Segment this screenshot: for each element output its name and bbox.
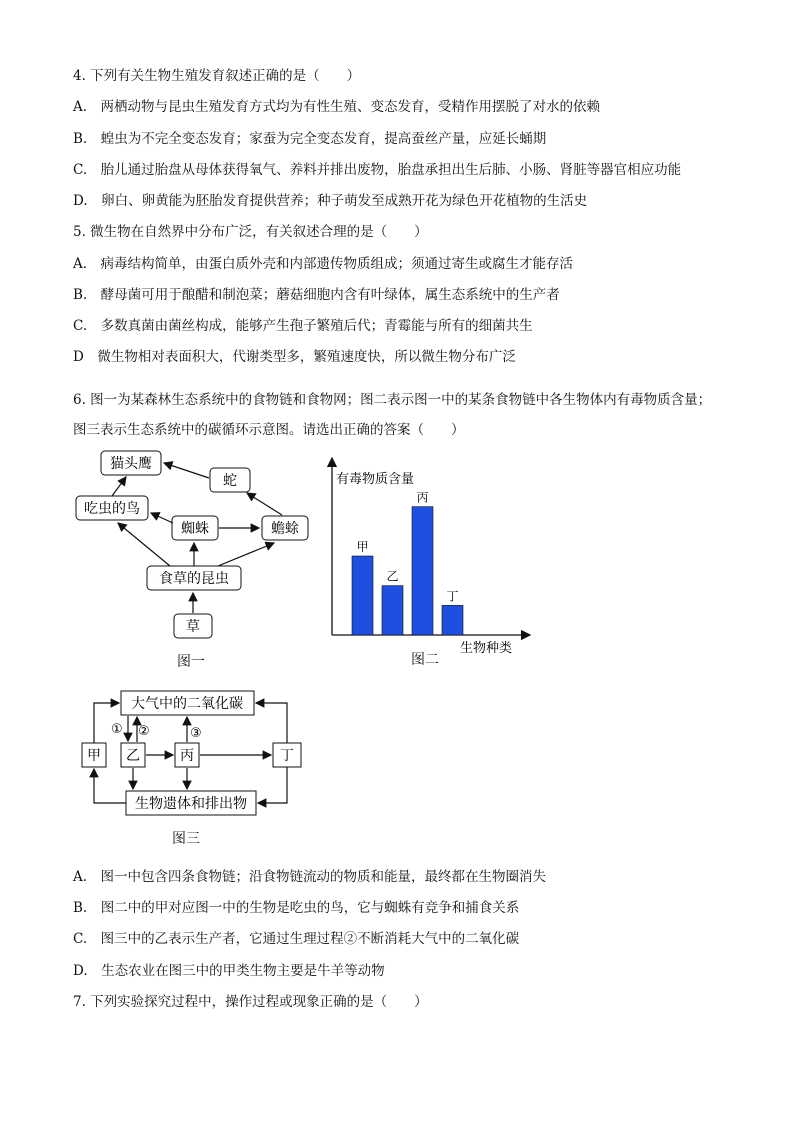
- svg-text:蟾蜍: 蟾蜍: [271, 521, 299, 537]
- process-2-label: ②: [138, 724, 150, 739]
- figure-3-carbon-cycle: [76, 688, 316, 823]
- q4-option-b: B. 蝗虫为不完全变态发育；家蚕为完全变态发育，提高蚕丝产量，应延长蛹期: [73, 131, 547, 147]
- svg-text:甲: 甲: [87, 748, 101, 764]
- node-atmosphere-co2: [121, 691, 254, 715]
- node-owl: [101, 451, 161, 475]
- q7-stem: 7. 下列实验探究过程中，操作过程或现象正确的是（ ）: [73, 994, 428, 1010]
- node-grass: [174, 614, 212, 638]
- node-remains: [126, 791, 256, 815]
- q6-option-d: D. 生态农业在图三中的甲类生物主要是牛羊等动物: [73, 963, 385, 979]
- q4-option-a: A. 两栖动物与昆虫生殖发育方式均为有性生殖、变态发育，受精作用摆脱了对水的依赖: [73, 99, 601, 115]
- figure-2-caption: 图二: [411, 652, 439, 668]
- q5-option-b: B. 酵母菌可用于酿醋和制泡菜；蘑菇细胞内含有叶绿体，属生态系统中的生产者: [73, 287, 560, 303]
- process-3-label: ③: [190, 726, 202, 741]
- figure-1-caption: 图一: [177, 654, 205, 670]
- bar-0: [352, 556, 373, 635]
- figure-2-chart: [322, 452, 542, 657]
- q4-stem: 4. 下列有关生物生殖发育叙述正确的是（ ）: [73, 68, 361, 84]
- svg-text:草: 草: [186, 619, 200, 635]
- node-jia: [82, 743, 106, 767]
- carbon-cycle-diagram: [76, 688, 316, 823]
- svg-text:丙: 丙: [180, 748, 194, 764]
- q4-option-d: D. 卵白、卵黄能为胚胎发育提供营养；种子萌发至成熟开花为绿色开花植物的生活史: [73, 193, 588, 209]
- y-axis-label: 有毒物质含量: [336, 472, 415, 487]
- figure-1-food-web: [70, 445, 330, 645]
- x-axis-label: 生物种类: [460, 641, 513, 656]
- q6-option-a: A. 图一中包含四条食物链；沿食物链流动的物质和能量，最终都在生物圈消失: [73, 869, 547, 885]
- q5-option-c: C. 多数真菌由菌丝构成，能够产生孢子繁殖后代；青霉能与所有的细菌共生: [73, 318, 533, 334]
- food-web-diagram: [70, 445, 330, 645]
- node-spider: [172, 516, 218, 540]
- node-snake: [210, 468, 250, 492]
- q6-stem-line2: 图三表示生态系统中的碳循环示意图。请选出正确的答案（ ）: [73, 422, 465, 438]
- svg-text:乙: 乙: [126, 748, 140, 764]
- node-ding: [273, 743, 301, 767]
- process-1-label: ①: [111, 722, 123, 737]
- bar-label-0: 甲: [356, 540, 369, 554]
- node-bird: [76, 496, 148, 520]
- q6-stem-line1: 6. 图一为某森林生态系统中的食物链和食物网；图二表示图一中的某条食物链中各生物体内有毒物质含量；: [73, 392, 712, 408]
- node-yi: [121, 743, 145, 767]
- q5-option-a: A. 病毒结构简单，由蛋白质外壳和内部遗传物质组成；须通过寄生或腐生才能存活: [73, 256, 574, 272]
- q5-stem: 5. 微生物在自然界中分布广泛，有关叙述合理的是（ ）: [73, 224, 428, 240]
- bar-3: [442, 605, 463, 635]
- toxin-bar-chart: [322, 452, 542, 657]
- svg-text:吃虫的鸟: 吃虫的鸟: [84, 501, 140, 517]
- q5-option-d: D 微生物相对表面积大，代谢类型多，繁殖速度快，所以微生物分布广泛: [73, 349, 516, 365]
- svg-text:生物遗体和排出物: 生物遗体和排出物: [135, 796, 247, 812]
- bar-2: [412, 507, 433, 635]
- svg-text:大气中的二氧化碳: 大气中的二氧化碳: [131, 696, 243, 712]
- bar-1: [382, 586, 403, 635]
- svg-text:丁: 丁: [280, 748, 294, 764]
- node-bing: [175, 743, 199, 767]
- q4-option-c: C. 胎儿通过胎盘从母体获得氧气、养料并排出废物，胎盘承担出生后肺、小肠、肾脏等器官相应功能: [73, 162, 682, 178]
- svg-text:蛇: 蛇: [223, 473, 237, 489]
- svg-text:猫头鹰: 猫头鹰: [110, 456, 152, 472]
- svg-text:蜘蛛: 蜘蛛: [181, 521, 209, 537]
- svg-text:食草的昆虫: 食草的昆虫: [159, 571, 229, 587]
- node-insect: [147, 566, 241, 590]
- node-toad: [262, 516, 308, 540]
- bar-label-2: 丙: [416, 490, 429, 505]
- q6-option-b: B. 图二中的甲对应图一中的生物是吃虫的鸟，它与蜘蛛有竞争和捕食关系: [73, 900, 520, 916]
- bar-label-1: 乙: [386, 569, 399, 584]
- q6-option-c: C. 图三中的乙表示生产者，它通过生理过程②不断消耗大气中的二氧化碳: [73, 931, 520, 947]
- figure-3-caption: 图三: [172, 831, 200, 847]
- bar-label-3: 丁: [446, 589, 459, 604]
